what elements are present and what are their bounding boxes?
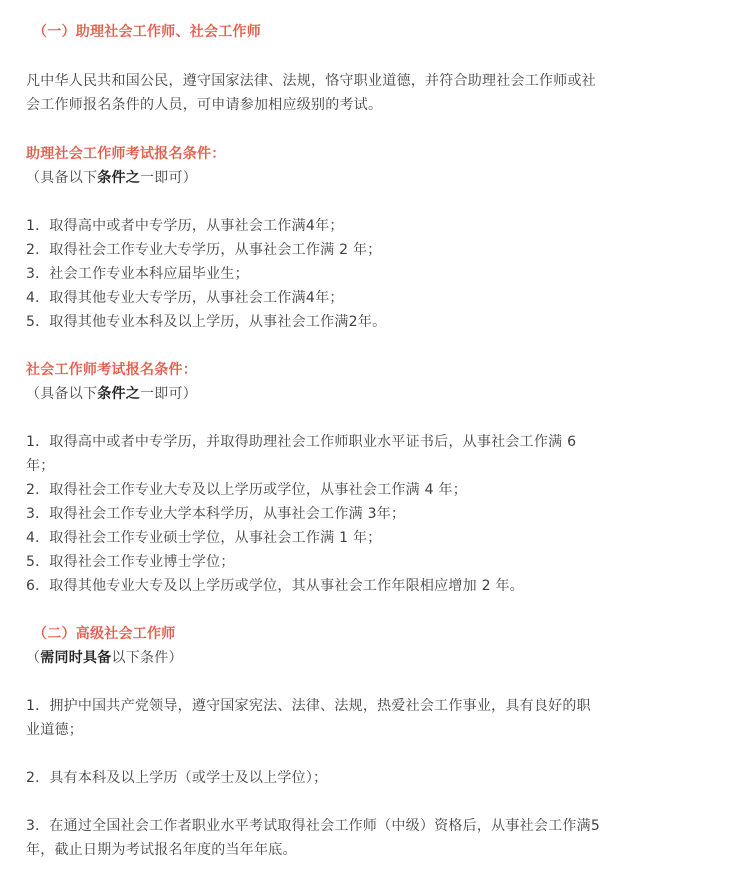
section1-intro-line2: 会工作师报名条件的人员，可申请参加相应级别的考试。 bbox=[26, 97, 383, 113]
assistant-heading: 助理社会工作师考试报名条件： bbox=[26, 146, 226, 162]
section2-note-pre: （ bbox=[26, 650, 41, 666]
assistant-item-1: 1．取得高中或者中专学历，从事社会工作满4年； bbox=[26, 218, 344, 234]
worker-item-6: 6．取得其他专业大专及以上学历或学位，其从事社会工作年限相应增加 2 年。 bbox=[26, 578, 524, 594]
assistant-item-5: 5．取得其他专业本科及以上学历，从事社会工作满2年。 bbox=[26, 314, 387, 330]
worker-item-5: 5．取得社会工作专业博士学位； bbox=[26, 554, 235, 570]
worker-note bbox=[26, 382, 197, 406]
worker-item-3: 3．取得社会工作专业大学本科学历，从事社会工作满 3年； bbox=[26, 506, 406, 522]
senior-item-3-line2: 年，截止日期为考试报名年度的当年年底。 bbox=[26, 842, 297, 858]
senior-item-1-line2: 业道德； bbox=[26, 722, 83, 738]
section2-note-post: 以下条件） bbox=[111, 650, 183, 666]
assistant-note-strong: 条件之 bbox=[97, 170, 140, 186]
senior-item-3-line1: 3．在通过全国社会工作者职业水平考试取得社会工作师（中级）资格后，从事社会工作满5 bbox=[26, 818, 601, 834]
senior-item-1-line1: 1．拥护中国共产党领导，遵守国家宪法、法律、法规，热爱社会工作事业，具有良好的职 bbox=[26, 698, 591, 714]
worker-heading: 社会工作师考试报名条件： bbox=[26, 362, 197, 378]
section2-note bbox=[26, 646, 183, 670]
worker-item-2: 2．取得社会工作专业大专及以上学历或学位，从事社会工作满 4 年； bbox=[26, 482, 467, 498]
assistant-note bbox=[26, 166, 197, 190]
assistant-note-pre: （具备以下 bbox=[26, 170, 98, 186]
assistant-note-post: 一即可） bbox=[140, 170, 197, 186]
worker-note-pre: （具备以下 bbox=[26, 386, 98, 402]
section2-note-strong: 需同时具备 bbox=[40, 650, 112, 666]
assistant-item-2: 2．取得社会工作专业大专学历，从事社会工作满 2 年； bbox=[26, 242, 382, 258]
worker-note-post: 一即可） bbox=[140, 386, 197, 402]
assistant-item-3: 3．社会工作专业本科应届毕业生； bbox=[26, 266, 249, 282]
section2-title: （二）高级社会工作师 bbox=[33, 626, 176, 642]
section1-title: （一）助理社会工作师、社会工作师 bbox=[33, 24, 261, 40]
worker-item-1-line1: 1．取得高中或者中专学历，并取得助理社会工作师职业水平证书后，从事社会工作满 6 bbox=[26, 434, 577, 450]
section1-intro-line1: 凡中华人民共和国公民，遵守国家法律、法规，恪守职业道德，并符合助理社会工作师或社 bbox=[26, 73, 596, 89]
senior-item-2: 2．具有本科及以上学历（或学士及以上学位）； bbox=[26, 770, 328, 786]
assistant-item-4: 4．取得其他专业大专学历，从事社会工作满4年； bbox=[26, 290, 344, 306]
worker-item-1-line2: 年； bbox=[26, 458, 55, 474]
worker-item-4: 4．取得社会工作专业硕士学位，从事社会工作满 1 年； bbox=[26, 530, 382, 546]
worker-note-strong: 条件之 bbox=[97, 386, 140, 402]
